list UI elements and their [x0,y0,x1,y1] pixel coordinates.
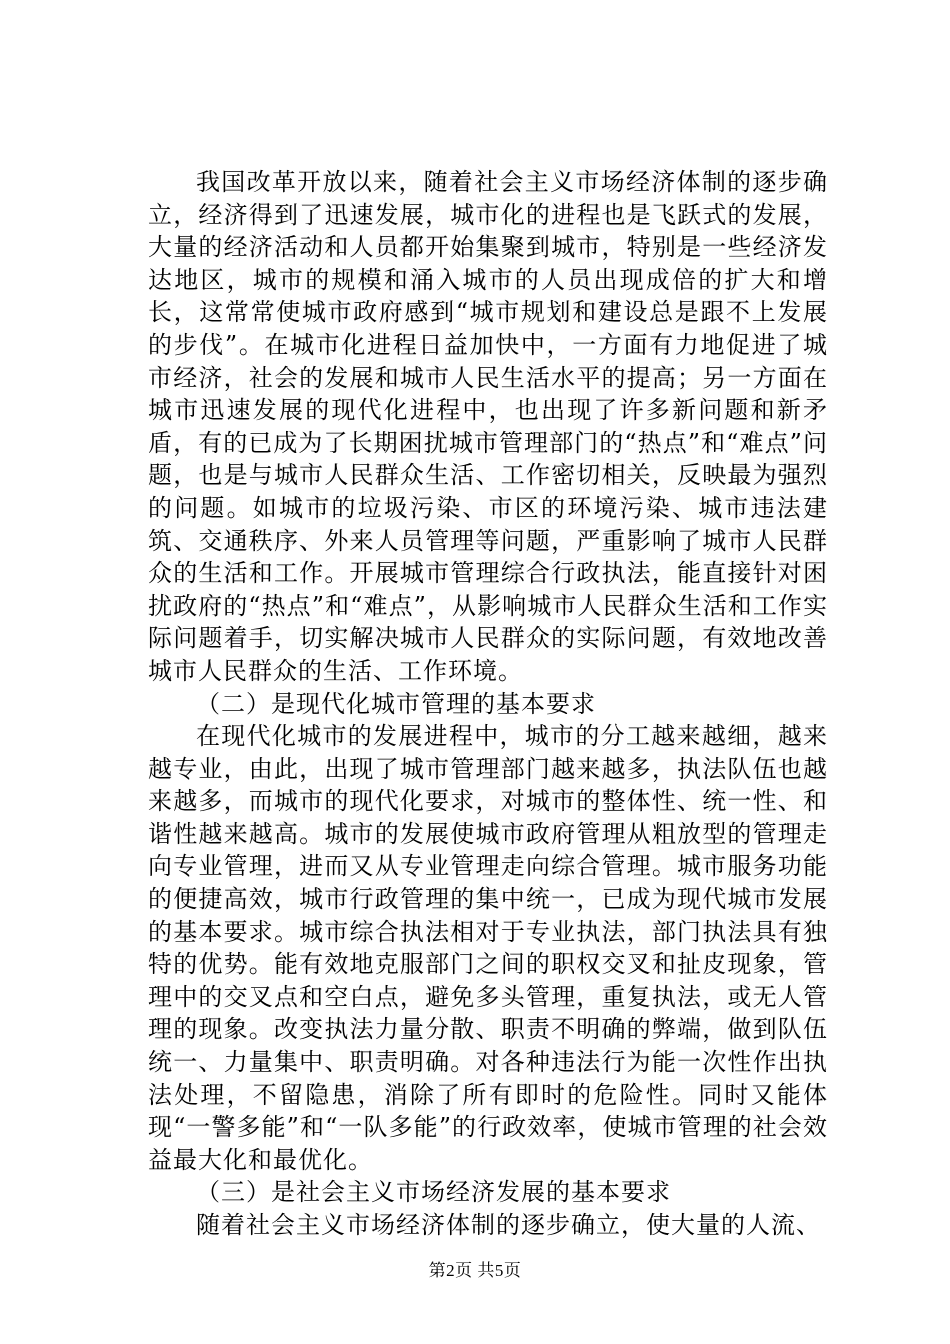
paragraph-market-economy: 随着社会主义市场经济体制的逐步确立，使大量的人流、 [196,1211,821,1239]
section-heading-2: （二）是现代化城市管理的基本要求 [196,689,596,718]
section-heading-3: （三）是社会主义市场经济发展的基本要求 [196,1178,671,1207]
paragraph-modern-management: 在现代化城市的发展进程中，城市的分工越来越细，越来越专业，由此，出现了城市管理部门越来越多，执法队伍也越来越多，而城市的现代化要求，对城市的整体性、统一性、和谐性越来越高。城市的发展使城市政府管理从粗放型的管理走向专业管理，进而又从专业管理走向综合管理。城市服务功能的便捷高效，城市行政管理的集中统一，已成为现代城市发展的基本要求。城市综合执法相对于专业执法，部门执法具有独特的优势。能有效地克服部门之间的职权交叉和扯皮现象，管理中的交叉点和空白点，避免多头管理，重复执法，或无人管理的现象。改变执法力量分散、职责不明确的弊端，做到队伍统一、力量集中、职责明确。对各种违法行为能一次性作出执法处理，不留隐患，消除了所有即时的危险性。同时又能体现“一警多能”和“一队多能”的行政效率，使城市管理的社会效益最大化和最优化。 [148,722,828,1174]
paragraph-urbanization-intro: 我国改革开放以来，随着社会主义市场经济体制的逐步确立，经济得到了迅速发展，城市化的进程也是飞跃式的发展，大量的经济活动和人员都开始集聚到城市，特别是一些经济发达地区，城市的规模和涌入城市的人员出现成倍的扩大和增长，这常常使城市政府感到“城市规划和建设总是跟不上发展的步伐”。在城市化进程日益加快中，一方面有力地促进了城市经济，社会的发展和城市人民生活水平的提高；另一方面在城市迅速发展的现代化进程中，也出现了许多新问题和新矛盾，有的已成为了长期困扰城市管理部门的“热点”和“难点”问题，也是与城市人民群众生活、工作密切相关，反映最为强烈的问题。如城市的垃圾污染、市区的环境污染、城市违法建筑、交通秩序、外来人员管理等问题，严重影响了城市人民群众的生活和工作。开展城市管理综合行政执法，能直接针对困扰政府的“热点”和“难点”，从影响城市人民群众生活和工作实际问题着手，切实解决城市人民群众的实际问题，有效地改善城市人民群众的生活、工作环境。 [148,168,828,685]
page-footer: 第2页 共5页 [428,1261,522,1280]
document-body [148,166,828,1242]
